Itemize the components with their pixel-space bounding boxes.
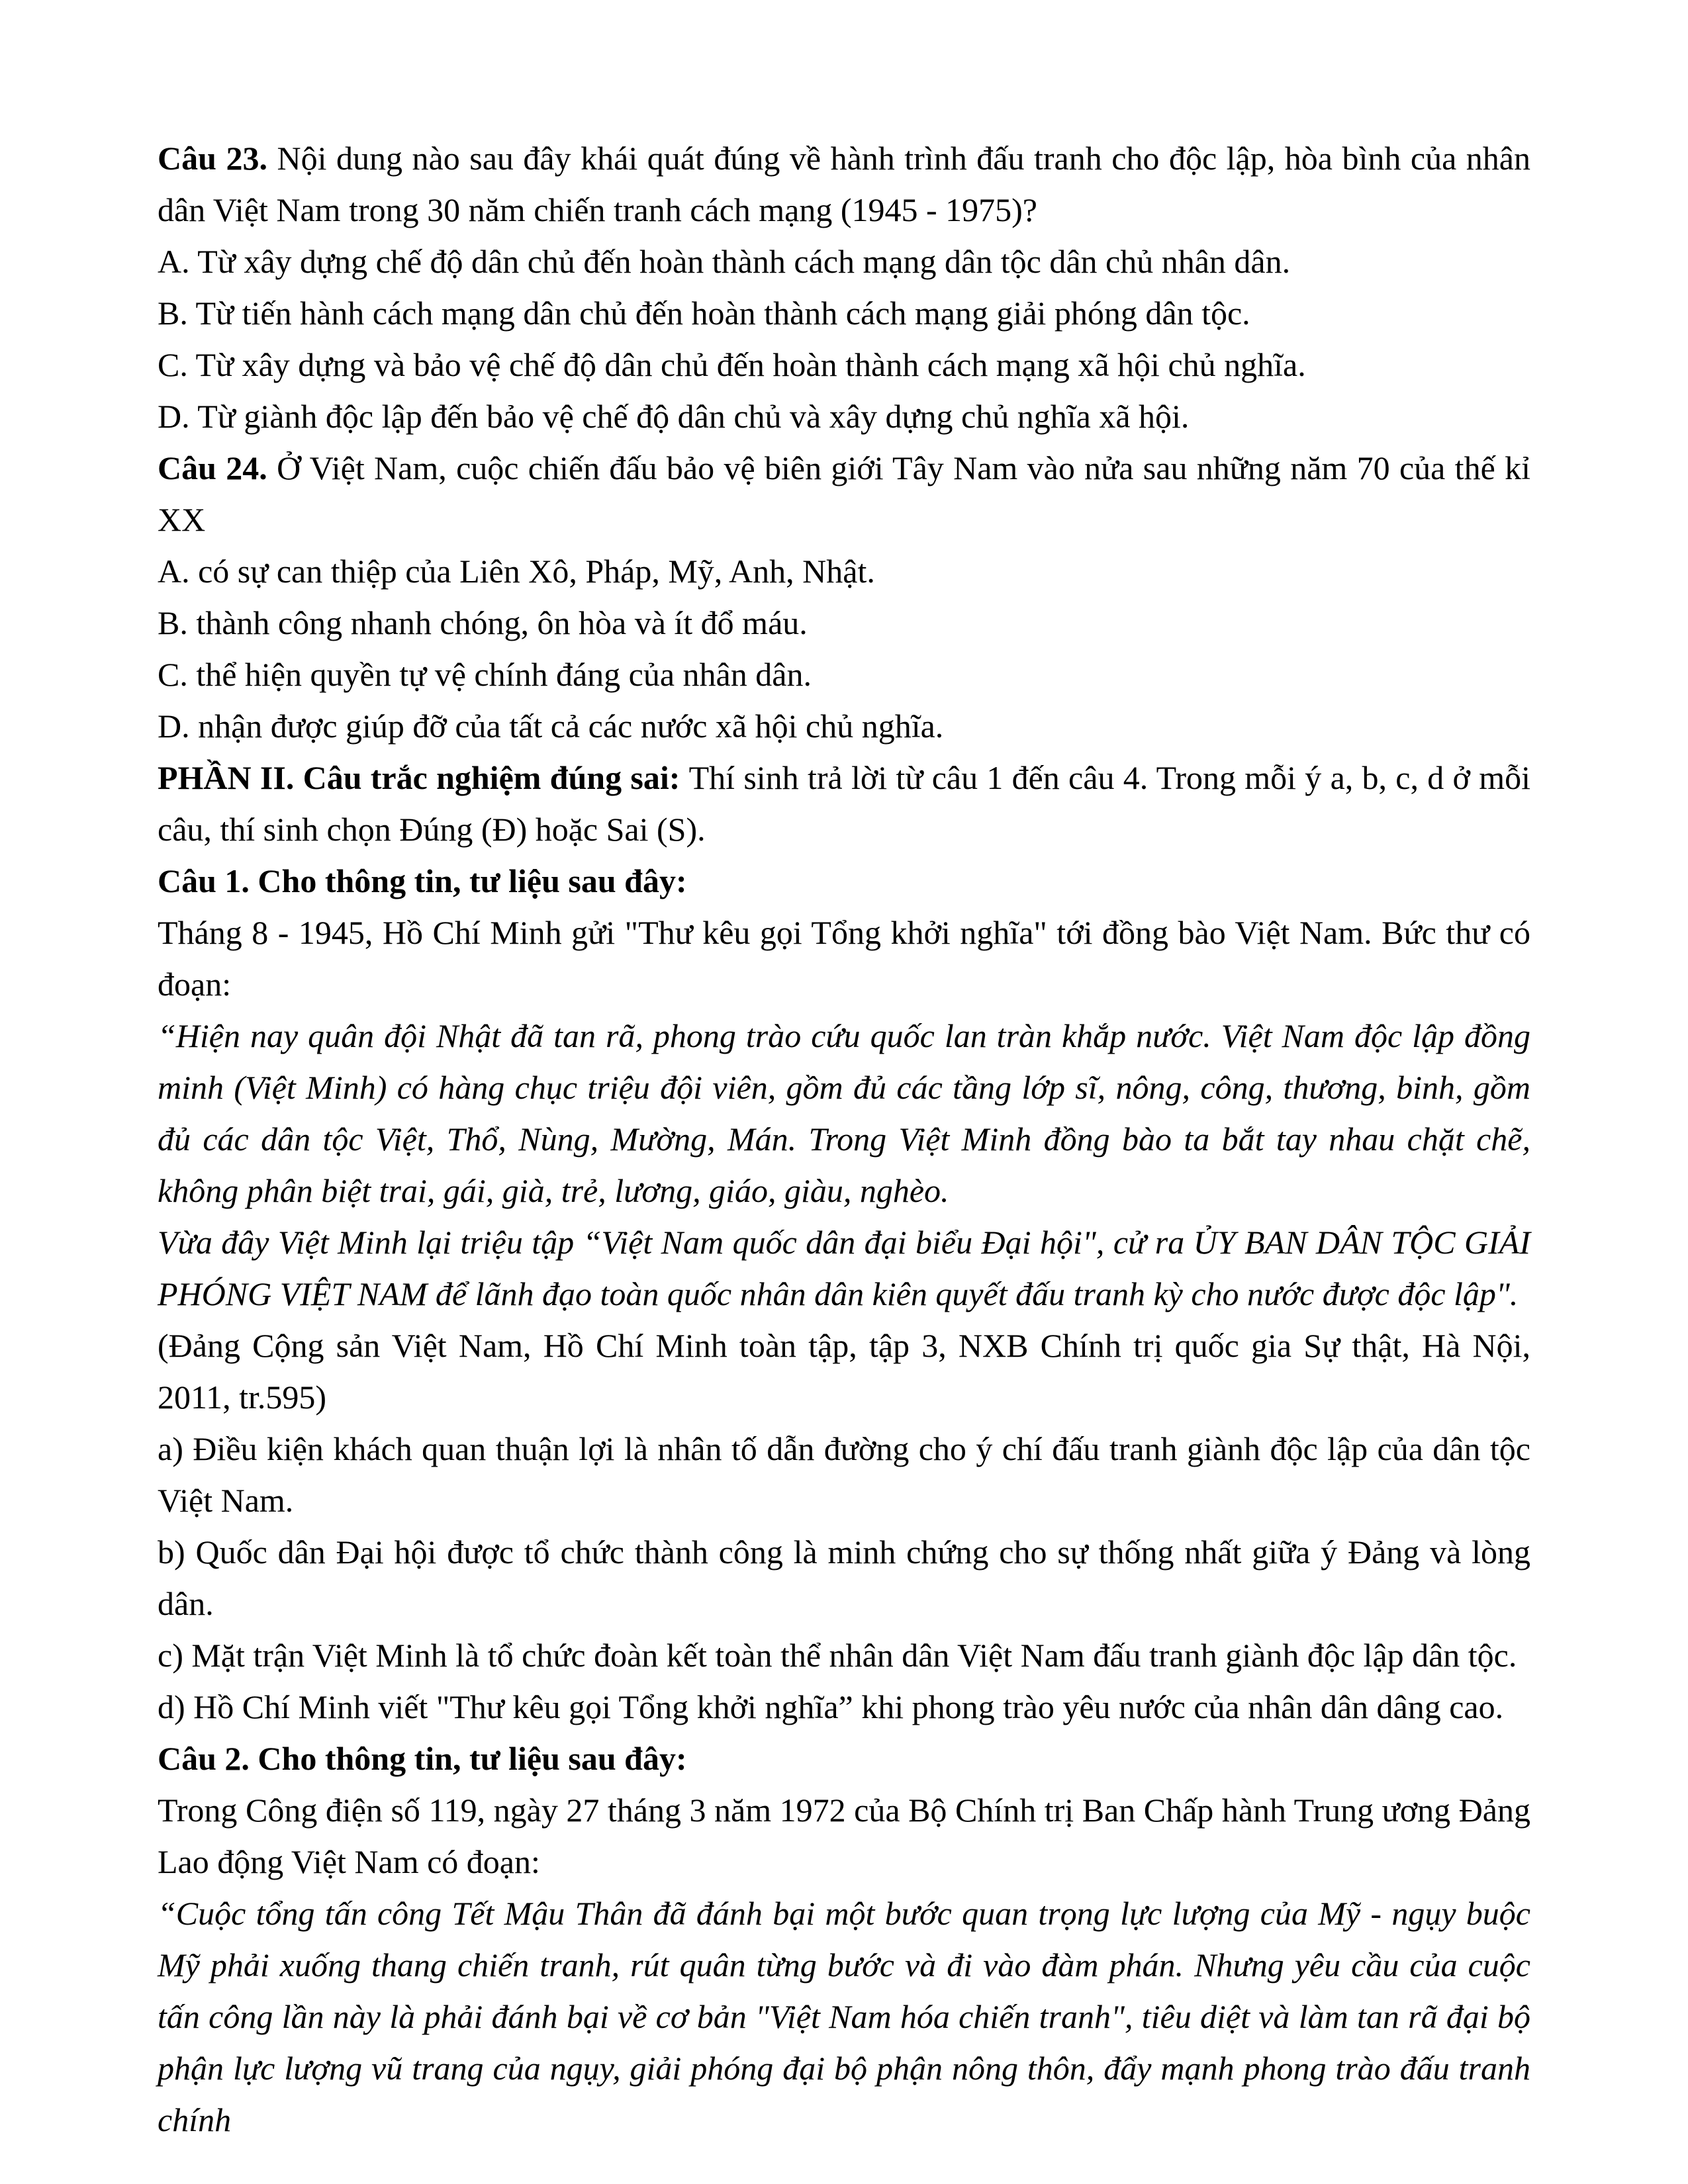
text-run: Trong Công điện số 119, ngày 27 tháng 3 năm 1972 của Bộ Chính trị Ban Chấp hành Trung ương Đảng Lao động Việt Nam có đoạn: [158,1792,1530,1880]
paragraph-2 [158,236,1530,287]
text-run: D. nhận được giúp đỡ của tất cả các nước xã hội chủ nghĩa. [158,707,944,745]
paragraph-12 [158,855,1530,907]
text-run: (Đảng Cộng sản Việt Nam, Hồ Chí Minh toàn tập, tập 3, NXB Chính trị quốc gia Sự thật, Hà Nội, 2011, tr.595) [158,1327,1530,1416]
text-run: Thí sinh trả lời từ câu 1 đến câu 4. Trong mỗi ý a, b, c, d ở mỗi câu, thí sinh chọn Đúng (Đ) hoặc Sai (S). [158,759,1530,848]
paragraph-18 [158,1526,1530,1629]
text-run: d) Hồ Chí Minh viết "Thư kêu gọi Tổng khởi nghĩa” khi phong trào yêu nước của nhân dân dâng cao. [158,1688,1504,1725]
text-run: D. Từ giành độc lập đến bảo vệ chế độ dân chủ và xây dựng chủ nghĩa xã hội. [158,398,1190,435]
paragraph-21 [158,1733,1530,1784]
paragraph-20 [158,1681,1530,1733]
text-run: B. thành công nhanh chóng, ôn hòa và ít đổ máu. [158,604,808,641]
paragraph-19 [158,1629,1530,1681]
paragraph-6 [158,442,1530,545]
paragraph-13 [158,907,1530,1010]
text-run: Câu 1. Cho thông tin, tư liệu sau đây: [158,862,687,899]
text-run: Vừa đây Việt Minh lại triệu tập “Việt Nam quốc dân đại biểu Đại hội", cử ra ỦY BAN DÂN TỘC GIẢI PHÓNG VIỆT NAM để lãnh đạo toàn quốc nhân dân kiên quyết đấu tranh kỳ cho nước được độc lập". [158,1224,1530,1312]
paragraph-10 [158,700,1530,752]
paragraph-5 [158,390,1530,442]
text-run: “Hiện nay quân đội Nhật đã tan rã, phong trào cứu quốc lan tràn khắp nước. Việt Nam độc lập đồng minh (Việt Minh) có hàng chục triệu đội viên, gồm đủ các tầng lớp sĩ, nông, công, thương, binh, gồm đủ các dân tộc Việt, Thổ, Nùng, Mường, Mán. Trong Việt Minh đồng bào ta bắt tay nhau chặt chẽ, không phân biệt trai, gái, già, trẻ, lương, giáo, giàu, nghèo. [158,1017,1530,1209]
paragraph-14 [158,1010,1530,1216]
text-run: “Cuộc tổng tấn công Tết Mậu Thân đã đánh bại một bước quan trọng lực lượng của Mỹ - ngụy buộc Mỹ phải xuống thang chiến tranh, rút quân từng bước và đi vào đàm phán. Nhưng yêu cầu của cuộc tấn công lần này là phải đánh bại về cơ bản "Việt Nam hóa chiến tranh", tiêu diệt và làm tan rã đại bộ phận lực lượng vũ trang của ngụy, giải phóng đại bộ phận nông thôn, đẩy mạnh phong trào đấu tranh chính [158,1895,1530,2138]
text-run: Nội dung nào sau đây khái quát đúng về hành trình đấu tranh cho độc lập, hòa bình của nhân dân Việt Nam trong 30 năm chiến tranh cách mạng (1945 - 1975)? [158,140,1530,228]
text-run: C. Từ xây dựng và bảo vệ chế độ dân chủ đến hoàn thành cách mạng xã hội chủ nghĩa. [158,346,1306,383]
paragraph-17 [158,1423,1530,1526]
paragraph-23 [158,1888,1530,2146]
paragraph-8 [158,597,1530,649]
text-run: C. thể hiện quyền tự vệ chính đáng của nhân dân. [158,656,812,693]
paragraph-1 [158,132,1530,236]
text-run: Câu 2. Cho thông tin, tư liệu sau đây: [158,1740,687,1777]
text-run: A. có sự can thiệp của Liên Xô, Pháp, Mỹ, Anh, Nhật. [158,553,875,590]
paragraph-15 [158,1216,1530,1320]
text-run: PHẦN II. Câu trắc nghiệm đúng sai: [158,759,689,796]
text-run: b) Quốc dân Đại hội được tổ chức thành công là minh chứng cho sự thống nhất giữa ý Đảng và lòng dân. [158,1533,1530,1622]
paragraph-22 [158,1784,1530,1888]
text-run: B. Từ tiến hành cách mạng dân chủ đến hoàn thành cách mạng giải phóng dân tộc. [158,295,1250,332]
text-run: A. Từ xây dựng chế độ dân chủ đến hoàn thành cách mạng dân tộc dân chủ nhân dân. [158,243,1291,280]
text-run: a) Điều kiện khách quan thuận lợi là nhân tố dẫn đường cho ý chí đấu tranh giành độc lập của dân tộc Việt Nam. [158,1430,1530,1519]
text-run: c) Mặt trận Việt Minh là tổ chức đoàn kết toàn thể nhân dân Việt Nam đấu tranh giành độc lập dân tộc. [158,1637,1517,1674]
paragraph-11 [158,752,1530,855]
text-run: Câu 24. [158,449,277,486]
paragraph-7 [158,545,1530,597]
text-run: Ở Việt Nam, cuộc chiến đấu bảo vệ biên giới Tây Nam vào nửa sau những năm 70 của thế kỉ XX [158,449,1530,538]
text-run: Câu 23. [158,140,277,177]
text-run: Tháng 8 - 1945, Hồ Chí Minh gửi "Thư kêu gọi Tổng khởi nghĩa" tới đồng bào Việt Nam. Bức thư có đoạn: [158,914,1530,1003]
paragraph-3 [158,287,1530,339]
paragraph-4 [158,339,1530,390]
paragraph-16 [158,1320,1530,1423]
paragraph-9 [158,649,1530,700]
document-body [158,132,1530,2146]
